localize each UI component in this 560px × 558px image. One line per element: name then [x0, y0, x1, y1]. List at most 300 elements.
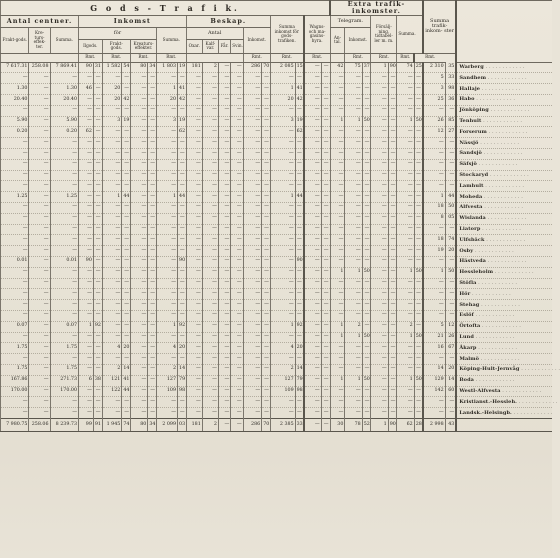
table-cell: —	[50, 138, 78, 149]
table-cell: —	[79, 95, 94, 106]
table-cell: —	[79, 408, 94, 419]
leader-dots: . . . . . . . . . . . .	[476, 344, 518, 351]
table-cell: —	[29, 127, 50, 138]
table-cell: —	[345, 364, 362, 375]
table-cell: —	[202, 343, 218, 354]
table-cell: —	[102, 300, 122, 311]
table-cell: 8	[423, 213, 445, 224]
table-cell: —	[231, 332, 243, 343]
table-cell: —	[371, 343, 388, 354]
table-cell: —	[243, 116, 262, 127]
table-cell: —	[79, 343, 94, 354]
table-cell: —	[243, 354, 262, 365]
table-cell: —	[330, 202, 345, 213]
table-cell: —	[371, 321, 388, 332]
table-cell: —	[102, 73, 122, 84]
table-cell: 1	[371, 62, 388, 73]
table-cell: —	[93, 332, 102, 343]
table-cell: —	[330, 278, 345, 289]
table-cell: —	[122, 84, 131, 95]
table-cell: —	[414, 202, 423, 213]
table-cell: —	[131, 375, 148, 386]
table-row	[1, 354, 553, 365]
table-cell: 43	[445, 418, 456, 431]
table-cell: —	[362, 149, 371, 160]
station-label: Moheda	[459, 193, 483, 200]
table-cell: —	[218, 300, 230, 311]
table-cell: —	[243, 192, 262, 203]
table-cell: 258.08	[29, 62, 50, 73]
table-cell: —	[178, 170, 187, 181]
table-cell: 1	[270, 321, 295, 332]
leader-dots: . . . . . . . . . . . .	[486, 128, 528, 135]
leader-dots: . . . . . . . . . . . .	[485, 215, 527, 222]
table-cell: —	[362, 202, 371, 213]
table-cell: —	[50, 267, 78, 278]
table-cell: —	[304, 310, 321, 321]
table-cell: —	[304, 246, 321, 257]
table-cell: —	[218, 386, 230, 397]
table-cell: —	[304, 256, 321, 267]
station-label: Boda	[459, 377, 475, 384]
table-cell: —	[295, 289, 304, 300]
table-cell: —	[231, 364, 243, 375]
table-cell: 6	[79, 375, 94, 386]
table-cell: 1	[270, 192, 295, 203]
table-cell: —	[93, 397, 102, 408]
table-cell: —	[29, 159, 50, 170]
leader-dots: . . . . . . . . . . . .	[483, 64, 525, 71]
table-cell: —	[388, 127, 397, 138]
table-cell: —	[102, 159, 122, 170]
table-cell: 20	[270, 95, 295, 106]
table-cell: —	[330, 213, 345, 224]
table-cell: —	[131, 235, 148, 246]
table-cell: —	[371, 375, 388, 386]
table-cell: —	[79, 267, 94, 278]
table-cell: —	[79, 364, 94, 375]
table-cell: —	[388, 408, 397, 419]
table-cell: 1	[102, 192, 122, 203]
table-cell: —	[414, 343, 423, 354]
table-cell: 1	[397, 375, 414, 386]
table-cell: —	[178, 181, 187, 192]
table-cell: —	[50, 289, 78, 300]
table-cell: —	[243, 300, 262, 311]
centner-total-header: Summa.	[50, 27, 78, 53]
table-cell: —	[321, 202, 330, 213]
table-cell: —	[202, 95, 218, 106]
table-cell: —	[1, 267, 29, 278]
table-cell: 1	[330, 116, 345, 127]
table-cell: —	[397, 202, 414, 213]
table-cell: —	[321, 73, 330, 84]
table-cell: —	[1, 310, 29, 321]
table-cell: —	[93, 224, 102, 235]
table-cell: —	[29, 397, 50, 408]
table-cell: 20	[156, 95, 177, 106]
table-cell: —	[178, 73, 187, 84]
table-cell: 78	[345, 418, 362, 431]
table-row	[1, 181, 553, 192]
table-cell: 50	[362, 116, 371, 127]
leader-dots: . . . . . . . . . . . .	[474, 377, 515, 384]
table-cell: —	[186, 202, 202, 213]
table-cell: —	[148, 343, 157, 354]
table-cell: —	[371, 116, 388, 127]
table-cell: 33	[295, 418, 304, 431]
table-cell: 2 085	[270, 62, 295, 73]
table-cell: 44	[122, 386, 131, 397]
table-cell: —	[321, 386, 330, 397]
table-cell: —	[414, 95, 423, 106]
table-cell: 42	[178, 95, 187, 106]
table-cell: —	[270, 235, 295, 246]
table-cell: —	[397, 95, 414, 106]
table-cell: —	[93, 159, 102, 170]
table-cell: —	[321, 213, 330, 224]
table-cell: 2 998	[423, 418, 445, 431]
table-cell: —	[345, 386, 362, 397]
table-cell: —	[243, 159, 262, 170]
table-cell: —	[345, 289, 362, 300]
table-cell: —	[178, 354, 187, 365]
table-cell: —	[29, 105, 50, 116]
table-cell: —	[102, 278, 122, 289]
station-label: Köping-Hult-Jernvåg	[459, 366, 520, 373]
table-cell: —	[29, 310, 50, 321]
table-cell: —	[156, 310, 177, 321]
table-cell: —	[186, 256, 202, 267]
table-cell: —	[122, 408, 131, 419]
table-cell: 109	[270, 386, 295, 397]
table-cell: —	[50, 246, 78, 257]
table-cell: 62	[79, 127, 94, 138]
table-cell: —	[321, 364, 330, 375]
leader-dots: . . . . . . . . . . . .	[476, 161, 518, 168]
station-label: Örtofta	[459, 323, 481, 330]
table-cell: —	[388, 300, 397, 311]
centner-count-header: Antal centner.	[1, 15, 79, 27]
table-cell: —	[218, 95, 230, 106]
table-cell: —	[186, 116, 202, 127]
table-cell: —	[148, 267, 157, 278]
leader-dots: . . . . . . . . . . . .	[488, 171, 529, 178]
table-cell: —	[186, 386, 202, 397]
table-cell: —	[262, 278, 271, 289]
table-cell: —	[218, 310, 230, 321]
table-cell: —	[321, 235, 330, 246]
table-cell: —	[156, 170, 177, 181]
table-cell: —	[29, 300, 50, 311]
table-cell: —	[445, 105, 456, 116]
table-cell: —	[218, 321, 230, 332]
table-cell: —	[414, 354, 423, 365]
table-cell: —	[156, 224, 177, 235]
table-cell: —	[231, 95, 243, 106]
table-cell: —	[29, 267, 50, 278]
table-cell: —	[122, 235, 131, 246]
table-cell: —	[148, 246, 157, 257]
station-name	[456, 267, 552, 278]
table-cell: 142	[423, 386, 445, 397]
table-cell: —	[102, 321, 122, 332]
table-cell: —	[148, 213, 157, 224]
table-cell: 2	[156, 364, 177, 375]
table-cell: —	[231, 418, 243, 431]
table-cell: —	[148, 397, 157, 408]
table-cell: —	[321, 246, 330, 257]
table-cell: 1	[397, 332, 414, 343]
table-cell: —	[202, 202, 218, 213]
table-cell: —	[156, 354, 177, 365]
table-cell: —	[345, 202, 362, 213]
table-cell: —	[29, 224, 50, 235]
table-cell: —	[231, 267, 243, 278]
table-cell: 90	[295, 256, 304, 267]
table-cell: —	[148, 84, 157, 95]
table-row	[1, 159, 553, 170]
table-cell: 1	[345, 116, 362, 127]
table-cell: —	[131, 354, 148, 365]
table-cell: —	[304, 397, 321, 408]
table-cell: —	[202, 105, 218, 116]
table-cell: 34	[148, 418, 157, 431]
table-cell: 41	[295, 84, 304, 95]
table-cell: —	[243, 181, 262, 192]
table-cell: —	[262, 202, 271, 213]
freight-header: Frakt- gods.	[102, 39, 130, 53]
station-name	[456, 213, 552, 224]
income-header: Inkomst	[79, 15, 187, 27]
table-cell: —	[414, 213, 423, 224]
table-cell: 14	[423, 364, 445, 375]
table-row	[1, 192, 553, 203]
table-cell: —	[93, 386, 102, 397]
table-cell: —	[231, 408, 243, 419]
table-cell: —	[148, 364, 157, 375]
table-cell: —	[79, 289, 94, 300]
table-cell: 80	[131, 418, 148, 431]
table-cell: —	[414, 224, 423, 235]
table-row	[1, 138, 553, 149]
table-cell: 1	[345, 332, 362, 343]
table-cell: —	[148, 138, 157, 149]
table-cell: —	[295, 105, 304, 116]
table-cell: —	[131, 310, 148, 321]
table-cell: —	[218, 364, 230, 375]
table-cell: —	[388, 116, 397, 127]
table-cell: —	[186, 224, 202, 235]
station-label: Malmö	[459, 355, 480, 362]
table-cell: —	[202, 364, 218, 375]
table-cell: —	[262, 354, 271, 365]
table-cell: —	[231, 354, 243, 365]
table-cell: —	[202, 300, 218, 311]
station-name	[456, 116, 552, 127]
station-label: Landsk.-Helsingb.	[459, 409, 512, 416]
table-cell: 1.25	[1, 192, 29, 203]
table-cell: —	[218, 202, 230, 213]
table-cell: —	[186, 170, 202, 181]
table-cell: —	[29, 73, 50, 84]
table-cell: —	[445, 181, 456, 192]
table-cell: 2	[397, 321, 414, 332]
table-cell: 90	[79, 62, 94, 73]
table-cell: —	[243, 321, 262, 332]
table-cell: —	[131, 321, 148, 332]
table-cell: —	[79, 192, 94, 203]
table-cell: —	[231, 246, 243, 257]
table-cell: —	[321, 159, 330, 170]
table-cell: —	[102, 149, 122, 160]
table-cell: —	[131, 397, 148, 408]
table-cell: —	[362, 224, 371, 235]
table-cell: —	[295, 246, 304, 257]
table-cell: —	[262, 73, 271, 84]
table-cell: —	[414, 73, 423, 84]
table-cell: —	[388, 95, 397, 106]
table-cell: 16	[423, 343, 445, 354]
table-row	[1, 278, 553, 289]
table-cell: —	[414, 181, 423, 192]
station-label: Eslöf	[459, 312, 474, 319]
table-cell: 42	[295, 95, 304, 106]
table-cell: —	[218, 418, 230, 431]
table-cell: —	[156, 408, 177, 419]
table-cell: —	[445, 310, 456, 321]
table-cell: —	[304, 278, 321, 289]
station-label: Hessleholm	[459, 269, 494, 276]
table-cell: —	[148, 149, 157, 160]
table-cell: 258.06	[29, 418, 50, 431]
table-cell: —	[231, 310, 243, 321]
table-cell: —	[295, 310, 304, 321]
table-cell: 05	[445, 213, 456, 224]
table-cell: 2	[202, 418, 218, 431]
table-cell: —	[131, 138, 148, 149]
table-cell: —	[79, 397, 94, 408]
table-cell: —	[202, 149, 218, 160]
table-cell: 20	[295, 343, 304, 354]
table-cell: —	[122, 73, 131, 84]
table-cell: —	[371, 181, 388, 192]
sheep-header: Får.	[218, 39, 230, 53]
table-cell: 25	[414, 62, 423, 73]
table-cell: 50	[445, 202, 456, 213]
table-cell: —	[29, 95, 50, 106]
table-cell: —	[50, 149, 78, 160]
table-cell: —	[423, 408, 445, 419]
table-cell: —	[79, 246, 94, 257]
table-cell: —	[262, 192, 271, 203]
table-cell: —	[156, 127, 177, 138]
table-cell: —	[397, 73, 414, 84]
table-cell: 2	[102, 364, 122, 375]
table-row	[1, 408, 553, 419]
table-cell: —	[122, 246, 131, 257]
table-cell: —	[270, 224, 295, 235]
table-cell: 5.90	[1, 116, 29, 127]
table-cell: —	[321, 105, 330, 116]
station-label: Alfvesta	[459, 204, 483, 211]
table-cell: 2	[345, 321, 362, 332]
table-cell: —	[362, 95, 371, 106]
table-cell: —	[262, 256, 271, 267]
table-cell: —	[270, 138, 295, 149]
table-cell: —	[93, 202, 102, 213]
table-cell: —	[131, 224, 148, 235]
table-cell: —	[388, 224, 397, 235]
table-cell: —	[388, 278, 397, 289]
table-cell: —	[371, 310, 388, 321]
table-cell: —	[270, 397, 295, 408]
table-cell: —	[186, 332, 202, 343]
station-label: Säfsjö	[459, 161, 477, 168]
table-cell: —	[93, 408, 102, 419]
table-cell: —	[1, 181, 29, 192]
station-name	[456, 375, 552, 386]
table-cell: 26	[445, 332, 456, 343]
leader-dots: . . . . . . . . . . . .	[517, 398, 558, 405]
table-cell: —	[93, 95, 102, 106]
table-cell: —	[122, 321, 131, 332]
table-cell: 286	[243, 62, 262, 73]
table-cell: —	[50, 397, 78, 408]
table-cell: —	[243, 224, 262, 235]
table-cell: —	[388, 256, 397, 267]
table-cell: —	[330, 300, 345, 311]
table-cell: —	[102, 354, 122, 365]
table-cell: —	[231, 397, 243, 408]
table-cell: —	[388, 386, 397, 397]
table-cell: —	[131, 332, 148, 343]
telegram-income-header: Inkomst.	[345, 27, 371, 53]
table-row	[1, 95, 553, 106]
table-cell: 127	[270, 375, 295, 386]
table-cell: 99	[79, 418, 94, 431]
table-cell: —	[262, 332, 271, 343]
table-cell: —	[202, 192, 218, 203]
table-cell: —	[304, 386, 321, 397]
table-cell: —	[330, 192, 345, 203]
table-cell: —	[79, 354, 94, 365]
table-cell: —	[93, 364, 102, 375]
table-cell: 46	[79, 84, 94, 95]
table-row	[1, 170, 553, 181]
leader-dots: . . . . . . . . . . . .	[486, 74, 527, 81]
table-cell: —	[148, 375, 157, 386]
table-cell: —	[148, 224, 157, 235]
table-cell: —	[202, 159, 218, 170]
table-cell: —	[371, 246, 388, 257]
station-label: Nässjö	[459, 139, 479, 146]
table-cell: —	[79, 213, 94, 224]
table-cell: —	[156, 397, 177, 408]
table-cell: —	[304, 192, 321, 203]
table-cell: —	[202, 213, 218, 224]
table-cell: —	[93, 116, 102, 127]
table-cell: —	[362, 73, 371, 84]
table-cell: —	[50, 105, 78, 116]
table-cell: 18	[423, 235, 445, 246]
table-cell: —	[445, 159, 456, 170]
table-cell: —	[345, 95, 362, 106]
table-cell: —	[423, 138, 445, 149]
table-cell: 1	[345, 267, 362, 278]
table-cell: —	[29, 364, 50, 375]
table-cell: —	[295, 181, 304, 192]
